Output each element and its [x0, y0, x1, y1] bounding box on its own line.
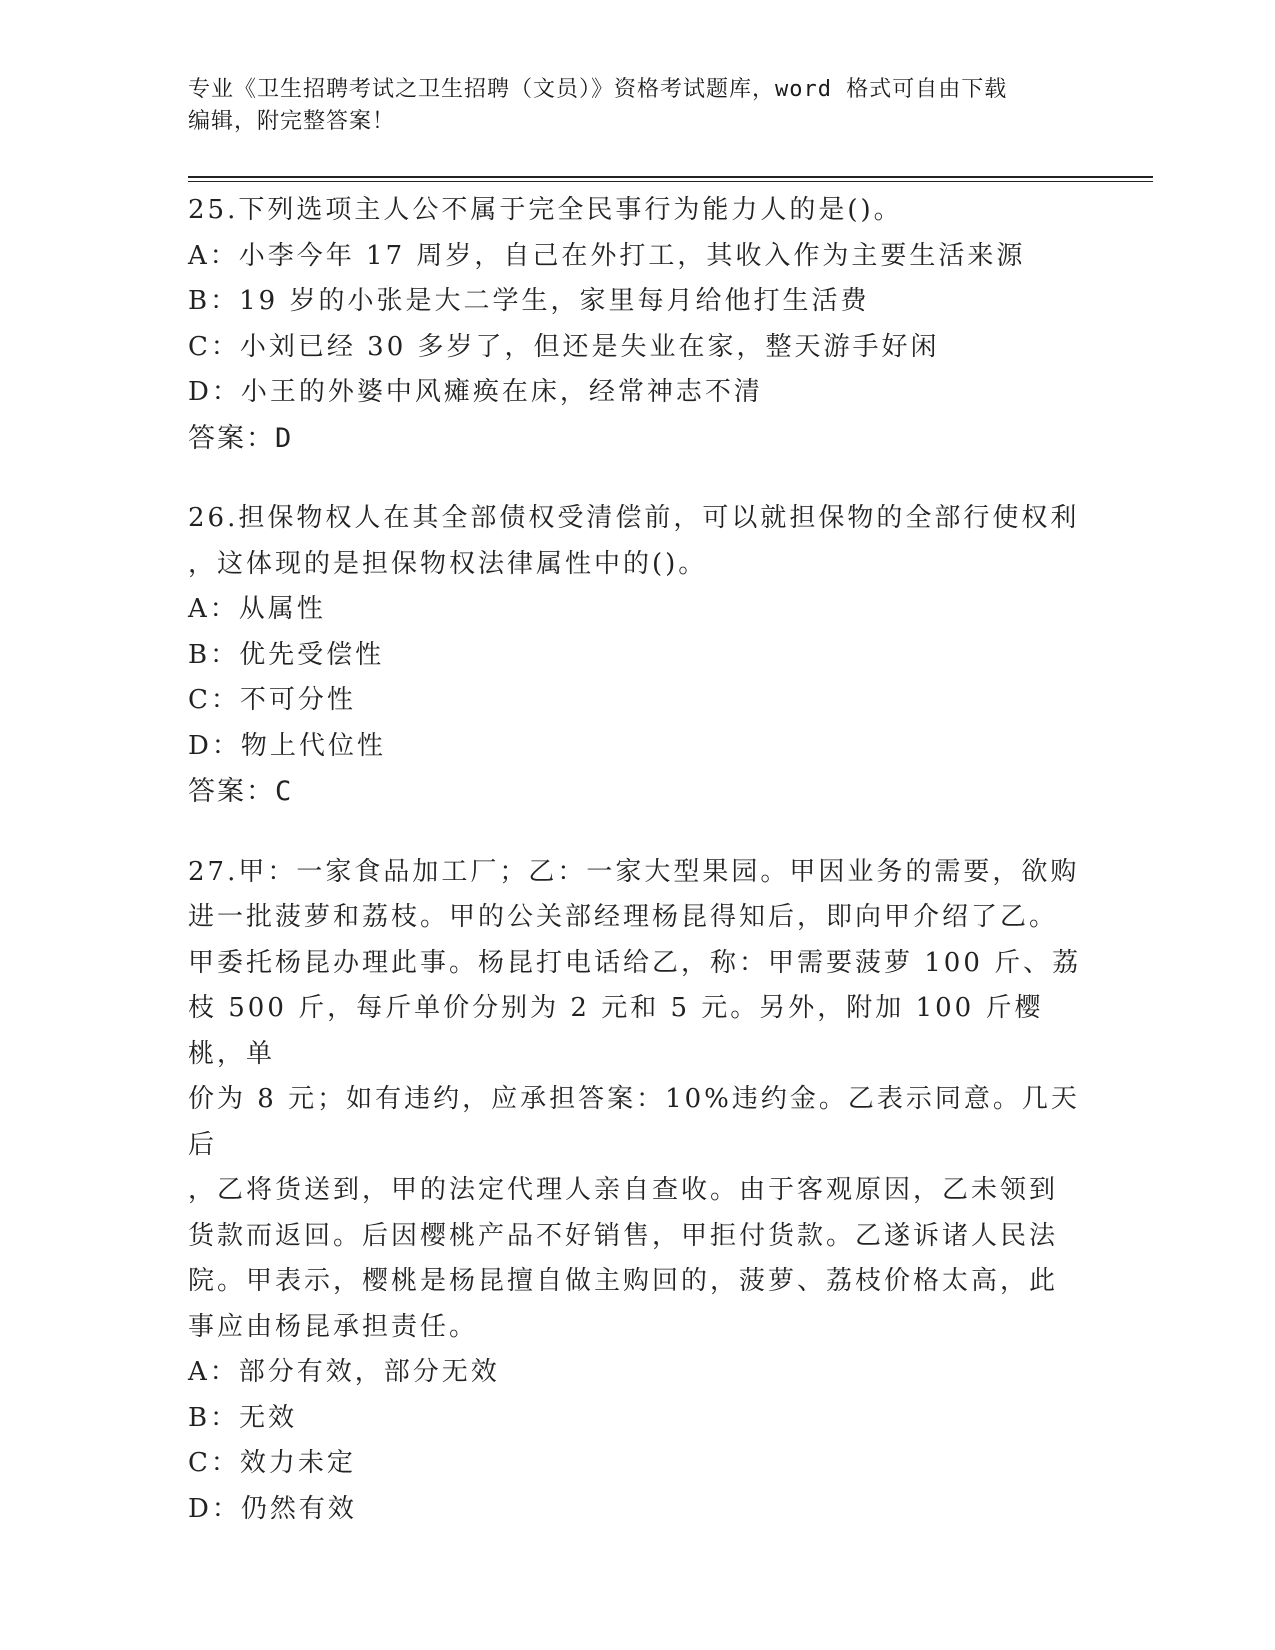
question-stem-line: 货款而返回。后因樱桃产品不好销售，甲拒付货款。乙遂诉诸人民法 — [188, 1220, 1059, 1251]
document-header — [188, 74, 1088, 138]
answer-line — [188, 769, 1088, 815]
question-stem-line: ，这体现的是担保物权法律属性中的()。 — [188, 548, 708, 579]
question-25 — [188, 188, 1088, 461]
option-a: A：小李今年 17 周岁，自己在外打工，其收入作为主要生活来源 — [188, 240, 1026, 271]
question-list — [188, 188, 1088, 1567]
question-stem-line: 27.甲：一家食品加工厂；乙：一家大型果园。甲因业务的需要，欲购 — [188, 856, 1080, 887]
option-a: A：部分有效，部分无效 — [188, 1357, 500, 1387]
answer-label: 答案： — [188, 422, 275, 454]
option-d: D：仍然有效 — [188, 1493, 357, 1524]
header-divider-thick — [188, 176, 1153, 178]
question-stem-line: 26.担保物权人在其全部债权受清偿前，可以就担保物的全部行使权利 — [188, 503, 1080, 533]
header-line-2: 编辑，附完整答案！ — [188, 109, 396, 134]
question-stem-line: 枝 500 斤，每斤单价分别为 2 元和 5 元。另外，附加 100 斤樱桃，单 — [188, 993, 1044, 1069]
question-stem-line: 进一批菠萝和荔枝。甲的公关部经理杨昆得知后，即向甲介绍了乙。 — [188, 902, 1059, 932]
option-b: B：无效 — [188, 1402, 298, 1433]
option-c: C：不可分性 — [188, 685, 356, 715]
answer-label: 答案： — [188, 776, 275, 807]
question-stem-line: 价为 8 元；如有违约，应承担答案：10%违约金。乙表示同意。几天后 — [188, 1084, 1080, 1160]
answer-value: C — [275, 776, 294, 807]
question-stem-line: 甲委托杨昆办理此事。杨昆打电话给乙，称：甲需要菠萝 100 斤、荔 — [188, 947, 1082, 978]
question-26 — [188, 496, 1088, 815]
question-stem-line: ，乙将货送到，甲的法定代理人亲自查收。由于客观原因，乙未领到 — [188, 1175, 1059, 1205]
header-divider-thin — [188, 181, 1153, 182]
question-stem-line: 院。甲表示，樱桃是杨昆擅自做主购回的，菠萝、荔枝价格太高，此 — [188, 1266, 1059, 1296]
option-d: D：物上代位性 — [188, 730, 386, 761]
option-a: A：从属性 — [188, 594, 326, 624]
answer-line — [188, 416, 1088, 462]
question-stem-line: 25.下列选项主人公不属于完全民事行为能力人的是()。 — [188, 195, 903, 225]
question-stem-line: 事应由杨昆承担责任。 — [188, 1311, 479, 1342]
question-27 — [188, 850, 1088, 1533]
header-line-1: 专业《卫生招聘考试之卫生招聘（文员）》资格考试题库，word 格式可自由下载 — [188, 77, 1008, 102]
option-b: B：19 岁的小张是大二学生，家里每月给他打生活费 — [188, 286, 870, 316]
option-c: C：小刘已经 30 多岁了，但还是失业在家，整天游手好闲 — [188, 331, 940, 362]
answer-value: D — [275, 422, 294, 454]
option-c: C：效力未定 — [188, 1448, 356, 1478]
option-d: D：小王的外婆中风瘫痪在床，经常神志不清 — [188, 377, 763, 407]
option-b: B：优先受偿性 — [188, 639, 385, 670]
